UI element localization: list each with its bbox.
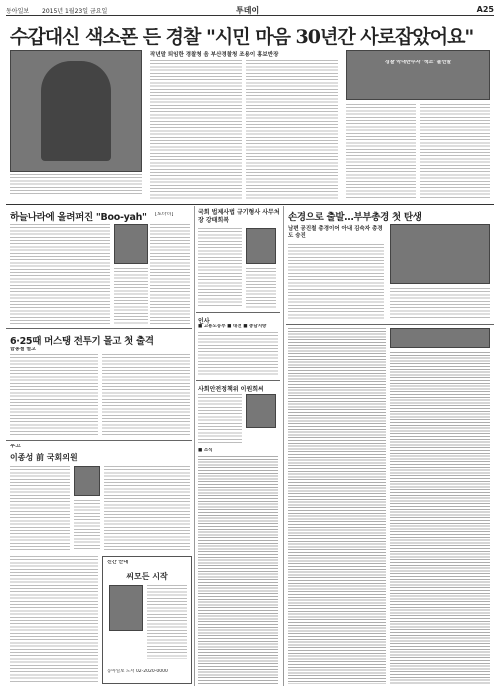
obituary-label: 부고: [10, 444, 21, 449]
divider: [196, 312, 280, 313]
personnel-1-portrait: [246, 228, 276, 264]
boo-yah-portrait: [114, 224, 148, 264]
obituary-col3: [104, 466, 190, 550]
police-band-photo: [346, 50, 490, 100]
top-story-byline: 작년말 퇴임한 경찰청 음 부산경찰청 조용이 홍보반장: [150, 52, 279, 58]
book-ad: [102, 556, 192, 684]
korean-war-col2: [102, 354, 190, 436]
divider: [6, 204, 494, 205]
book-ad-text: [147, 585, 187, 659]
book-ad-title: 씨모든 시작: [126, 572, 168, 581]
boo-yah-col1: [10, 224, 110, 324]
couple-photo: [390, 224, 490, 284]
listing-col1: [288, 328, 386, 684]
korean-war-title: 6·25때 머스탱 전투기 몰고 첫 출격: [10, 336, 154, 347]
personnel-2-title: 사회안전정책위 이원희씨: [198, 386, 264, 393]
top-story-col2: [246, 60, 338, 200]
notice-title: 인사: [198, 318, 210, 325]
personnel-1-title: 국회 법제사법 규기형사 사무처장 강태희복: [198, 209, 280, 224]
column-divider: [194, 206, 195, 686]
divider: [196, 380, 280, 381]
obituary-col2: [74, 500, 100, 550]
boo-yah-title: 하늘나라에 올려퍼진 "Boo-yah": [10, 212, 147, 223]
top-story-col3: [346, 104, 416, 200]
issue-date: 2015년 1월23일 금요일: [42, 8, 108, 15]
obituary-portrait: [74, 466, 100, 496]
lower-left-col1: [10, 556, 98, 684]
personnel-2-portrait: [246, 394, 276, 428]
paper-name: 동아일보: [6, 8, 30, 15]
top-story-col1: [150, 60, 242, 200]
saxophone-photo: [10, 50, 142, 172]
section-name: 투데이: [236, 6, 260, 15]
personnel-2-col1: [198, 394, 242, 444]
korean-war-col1: [10, 354, 98, 436]
photo-caption: [10, 174, 142, 194]
boo-yah-col2: [150, 224, 190, 324]
obituary-name: 이종성 前 국회의원: [10, 453, 78, 462]
wedding-title: 손경으로 출발…부부총경 첫 탄생: [288, 212, 422, 223]
divider: [6, 440, 192, 441]
personnel-1-col1: [198, 228, 242, 308]
band-photo-caption: 경찰 악대반주자 '색소' 돌연말: [384, 60, 452, 65]
boo-yah-col3: [114, 268, 148, 324]
book-ad-label: 신간 안내: [107, 560, 129, 565]
divider: [286, 324, 494, 325]
divider: [6, 328, 192, 329]
wedding-col1: [288, 244, 384, 320]
event-label: ■ 소식: [198, 448, 213, 453]
top-story-col4: [420, 104, 490, 200]
notice-text: [198, 332, 278, 376]
listing-col2: [390, 352, 490, 684]
event-photo: [390, 328, 490, 348]
column-divider: [283, 206, 284, 686]
boo-yah-kicker: [로타리]: [155, 212, 174, 217]
middle-long-col: [198, 456, 278, 684]
book-ad-footer: 동아일보 도서 02-2020-0000: [107, 669, 168, 674]
book-cover: [109, 585, 143, 631]
page-header: [6, 4, 494, 16]
wedding-col2: [390, 288, 490, 320]
korean-war-kicker: 함동철 별고: [10, 347, 36, 352]
personnel-1-col2: [246, 268, 276, 308]
main-headline: 수갑대신 색소폰 든 경찰 "시민 마음 30년간 사로잡았어요": [10, 26, 474, 48]
notice-subtitle: ■ 고용노동부 ■ 대전 ■ 충남지방: [198, 324, 267, 329]
obituary-col1: [10, 466, 70, 550]
page-number: A25: [476, 5, 494, 14]
wedding-subtitle: 남편 공진철 총경이어 아내 김숙자 총경도 승진: [288, 226, 383, 239]
